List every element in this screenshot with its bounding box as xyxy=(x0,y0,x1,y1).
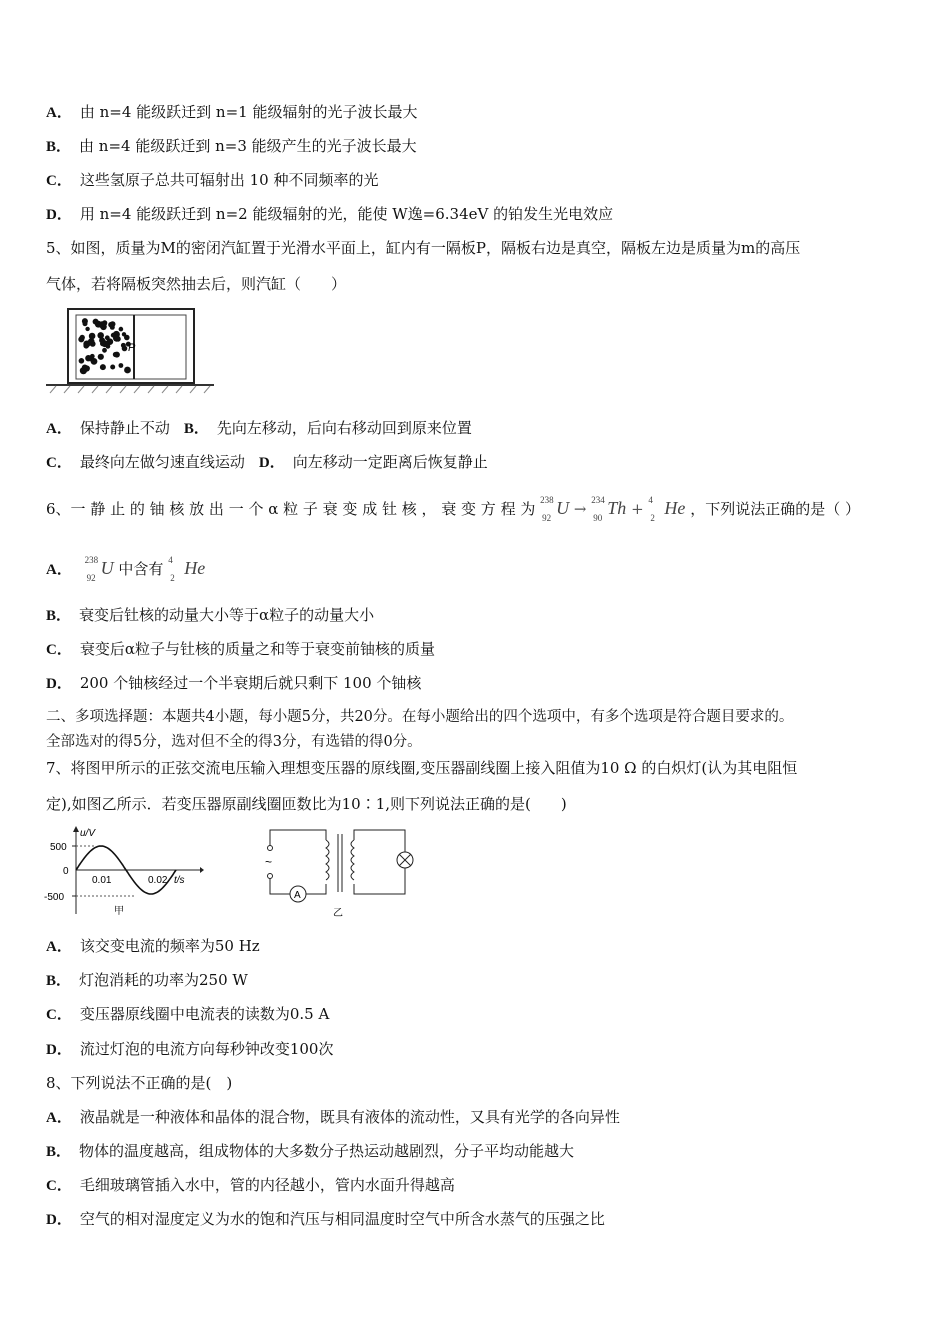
partition-label: P xyxy=(128,342,136,354)
q7-circuit xyxy=(260,826,415,920)
circuit-caption: 乙 xyxy=(333,908,343,919)
section2-line1: 二、多项选择题：本题共4小题，每小题5分，共20分。在每小题给出的四个选项中，有多个选项是符合题目要求的。 xyxy=(46,709,794,725)
q7-option-d: D． 流过灯泡的电流方向每秒钟改变100次 xyxy=(46,1040,334,1058)
q8-option-c: C． 毛细玻璃管插入水中，管的内径越小，管内水面升得越高 xyxy=(46,1176,455,1194)
gas-particle xyxy=(122,332,126,336)
q8-option-d: D． 空气的相对湿度定义为水的饱和汽压与相同温度时空气中所含水蒸气的压强之比 xyxy=(46,1210,605,1228)
q5-cylinder-figure xyxy=(46,305,216,395)
opt-uranium: 238 92 U xyxy=(84,555,114,583)
q8-stem: 8、下列说法不正确的是( ) xyxy=(46,1074,233,1092)
gas-particle xyxy=(108,322,114,328)
ammeter-label: A xyxy=(294,890,301,901)
gas-particle xyxy=(113,352,118,357)
q4-option-b: B． 由 n=4 能级跃迁到 n=3 能级产生的光子波长最大 xyxy=(46,137,417,155)
q6-option-a: A． 238 92 U 中含有 4 2 He xyxy=(46,555,206,583)
gas-particle xyxy=(119,327,124,332)
q4-option-c: C． 这些氢原子总共可辐射出 10 种不同频率的光 xyxy=(46,171,379,189)
gas-particle xyxy=(110,365,115,370)
graph-ypos: 500 xyxy=(50,842,67,853)
q8-option-b: B． 物体的温度越高，组成物体的大多数分子热运动越剧烈，分子平均动能越大 xyxy=(46,1142,575,1160)
q6-option-d: D． 200 个铀核经过一个半衰期后就只剩下 100 个铀核 xyxy=(46,674,422,692)
gas-particle xyxy=(93,319,99,325)
opt-helium: 4 2 He xyxy=(168,555,206,583)
gas-particle xyxy=(84,365,90,371)
gas-particle xyxy=(78,336,84,342)
q8-option-a: A． 液晶就是一种液体和晶体的混合物，既具有液体的流动性，又具有光学的各向异性 xyxy=(46,1108,620,1126)
gas-particle xyxy=(102,348,107,353)
q5-stem-line1: 5、如图，质量为M的密闭汽缸置于光滑水平面上，缸内有一隔板P，隔板右边是真空，隔板左边是质量为m的高压 xyxy=(46,239,801,257)
graph-x1: 0.01 xyxy=(92,875,112,886)
q7-option-a: A． 该交变电流的频率为50 Hz xyxy=(46,937,260,955)
q7-voltage-graph xyxy=(44,826,204,918)
gas-particle xyxy=(85,355,91,361)
graph-x2: 0.02 xyxy=(148,875,168,886)
graph-origin: 0 xyxy=(63,866,69,877)
q4-option-a: A． 由 n=4 能级跃迁到 n=1 能级辐射的光子波长最大 xyxy=(46,103,418,121)
q6-stem: 6、一 静 止 的 铀 核 放 出 一 个 α 粒 子 衰 变 成 钍 核 ， 衰 变 方 程 为 238 92 U → 234 90 Th + 4 2 He ，下列说法正确的是（ ） xyxy=(46,495,860,523)
gas-particle xyxy=(83,321,88,326)
q6-option-c: C． 衰变后α粒子与钍核的质量之和等于衰变前铀核的质量 xyxy=(46,640,435,658)
gas-particle xyxy=(113,335,120,342)
q7-option-b: B． 灯泡消耗的功率为250 W xyxy=(46,971,248,989)
gas-particle xyxy=(98,354,104,360)
q6-option-b: B． 衰变后钍核的动量大小等于α粒子的动量大小 xyxy=(46,606,375,624)
q5-option-cd: C． 最终向左做匀速直线运动 D． 向左移动一定距离后恢复静止 xyxy=(46,453,488,471)
q5-stem-line2: 气体，若将隔板突然抽去后，则汽缸（ ） xyxy=(46,275,347,293)
gas-particle xyxy=(85,327,89,331)
q4-option-d: D． 用 n=4 能级跃迁到 n=2 能级辐射的光，能使 W逸=6.34eV 的铂发生光电效应 xyxy=(46,205,614,223)
gas-particle xyxy=(119,363,124,368)
graph-ylabel: u/V xyxy=(80,828,96,839)
graph-xlabel: t/s xyxy=(174,875,185,886)
gas-particle xyxy=(124,367,131,374)
gas-particle xyxy=(83,343,89,349)
gas-particle xyxy=(91,358,98,365)
q7-option-c: C． 变压器原线圈中电流表的读数为0.5 A xyxy=(46,1005,330,1023)
gas-particle xyxy=(89,333,96,340)
eq-thorium: 234 90 Th xyxy=(591,495,627,523)
gas-particle xyxy=(100,364,106,370)
q7-stem-line1: 7、将图甲所示的正弦交流电压输入理想变压器的原线圈,变压器副线圈上接入阻值为10 Ω 的白炽灯(认为其电阻恒 xyxy=(46,759,798,777)
q7-stem-line2: 定),如图乙所示．若变压器原副线圈匝数比为10∶1,则下列说法正确的是( ) xyxy=(46,795,567,813)
gas-particle xyxy=(102,321,107,326)
section2-line2: 全部选对的得5分，选对但不全的得3分，有选错的得0分。 xyxy=(46,734,422,750)
ac-source-symbol: ~ xyxy=(265,855,273,869)
eq-uranium: 238 92 U xyxy=(540,495,570,523)
gas-particle xyxy=(122,346,128,352)
eq-helium: 4 2 He xyxy=(648,495,686,523)
q5-option-ab: A． 保持静止不动 B． 先向左移动，后向右移动回到原来位置 xyxy=(46,419,472,437)
graph-caption: 甲 xyxy=(114,906,124,917)
gas-particle xyxy=(99,337,105,343)
gas-particle xyxy=(79,358,85,364)
graph-yneg: -500 xyxy=(44,892,65,903)
